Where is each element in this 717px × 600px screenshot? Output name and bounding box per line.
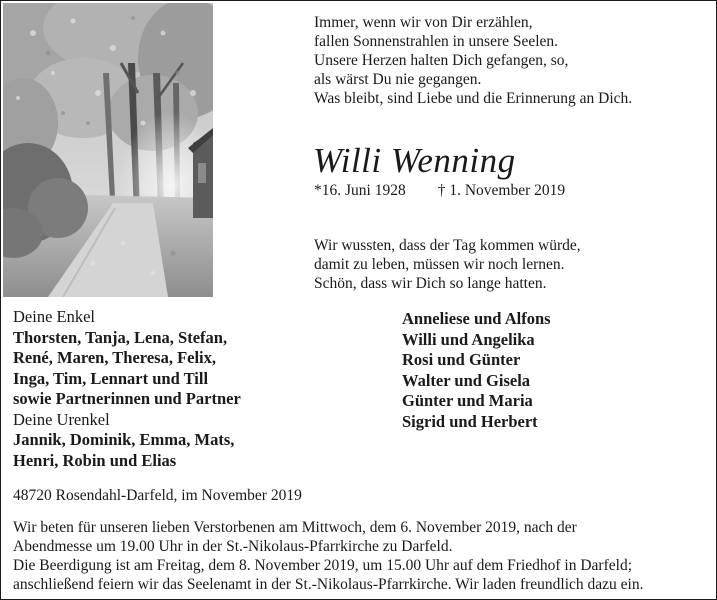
tree-lined-path-photo bbox=[3, 3, 213, 297]
birth-date: *16. Juni 1928 bbox=[314, 182, 406, 199]
mourners-family bbox=[402, 309, 551, 432]
great-grandchildren-line: Jannik, Dominik, Emma, Mats, bbox=[13, 430, 235, 449]
family-line: Willi und Angelika bbox=[402, 329, 535, 349]
funeral-line: Die Beerdigung ist am Freitag, dem 8. November 2019, um 15.00 Uhr auf dem Friedhof in Darfeld; bbox=[13, 557, 633, 574]
family-line: Rosi und Günter bbox=[402, 350, 521, 369]
grandchildren-line: Thorsten, Tanja, Lena, Stefan, bbox=[13, 327, 228, 347]
grandchildren-line: Inga, Tim, Lennart und Till bbox=[13, 368, 209, 388]
funeral-line: Wir beten für unseren lieben Verstorbenen am Mittwoch, dem 6. November 2019, nach der bbox=[13, 519, 577, 536]
poem-line: Unsere Herzen halten Dich gefangen, so, bbox=[314, 52, 569, 69]
funeral-line: anschließend feiern wir das Seelenamt in der St.-Nikolaus-Pfarrkirche. Wir laden freundlich dazu ein. bbox=[13, 576, 644, 593]
poem-line: als wärst Du nie gegangen. bbox=[314, 71, 482, 88]
quote-line: damit zu leben, müssen wir noch lernen. bbox=[314, 256, 565, 273]
poem-line: fallen Sonnenstrahlen in unsere Seelen. bbox=[314, 33, 559, 50]
place-and-date: 48720 Rosendahl-Darfeld, im November 2019 bbox=[13, 487, 302, 504]
deceased-name: Willi Wenning bbox=[313, 141, 516, 180]
family-line: Anneliese und Alfons bbox=[402, 309, 551, 328]
life-dates bbox=[314, 181, 565, 200]
family-line: Günter und Maria bbox=[402, 391, 533, 410]
great-grandchildren-line: Henri, Robin und Elias bbox=[13, 450, 177, 470]
funeral-information bbox=[13, 518, 709, 594]
poem-line: Was bleibt, sind Liebe und die Erinnerung an Dich. bbox=[314, 90, 633, 107]
mourners-grandchildren bbox=[13, 307, 241, 471]
poem bbox=[314, 13, 632, 108]
quote bbox=[314, 236, 581, 293]
grandchildren-label: Deine Enkel bbox=[13, 307, 96, 326]
family-line: Sigrid und Herbert bbox=[402, 411, 538, 431]
family-line: Walter und Gisela bbox=[402, 370, 531, 390]
grandchildren-line: sowie Partnerinnen und Partner bbox=[13, 389, 241, 408]
quote-line: Wir wussten, dass der Tag kommen würde, bbox=[314, 237, 581, 254]
great-grandchildren-label: Deine Urenkel bbox=[13, 409, 110, 429]
death-date: † 1. November 2019 bbox=[437, 182, 566, 199]
grandchildren-line: René, Maren, Theresa, Felix, bbox=[13, 348, 217, 367]
funeral-line: Abendmesse um 19.00 Uhr in der St.-Nikolaus-Pfarrkirche zu Darfeld. bbox=[13, 538, 453, 555]
quote-line: Schön, dass wir Dich so lange hatten. bbox=[314, 275, 547, 292]
poem-line: Immer, wenn wir von Dir erzählen, bbox=[314, 14, 533, 31]
